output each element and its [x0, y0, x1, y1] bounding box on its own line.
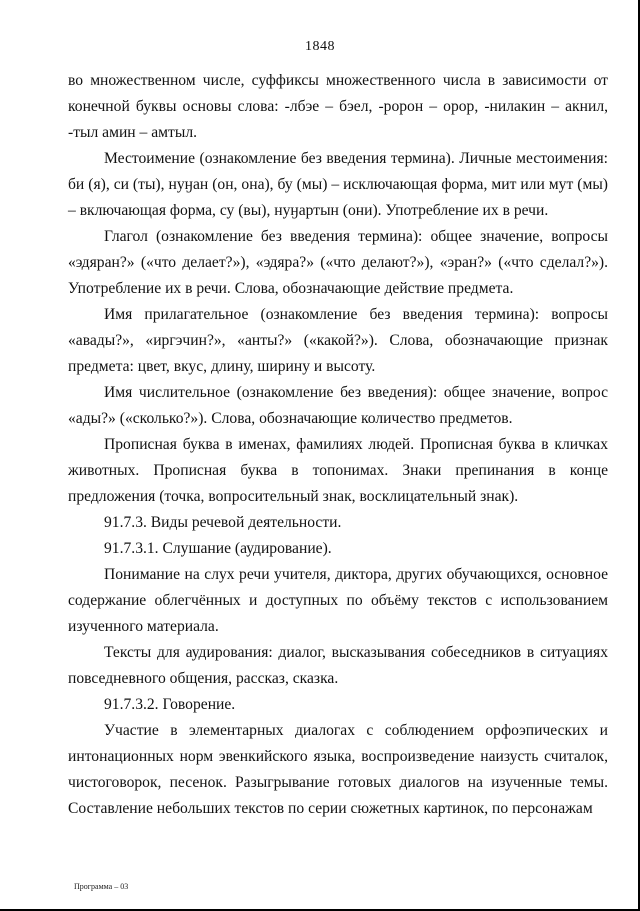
paragraph-numeral: Имя числительное (ознакомление без введения): общее значение, вопрос «ады?» («сколько?»). Слова, обозначающие количество предметов. — [68, 384, 608, 427]
paragraph-listening-comprehension: Понимание на слух речи учителя, диктора, других обучающихся, основное содержание облегчённых и доступных по объёму текстов с использованием изученного материала. — [68, 566, 608, 635]
body-text — [68, 68, 608, 822]
section-heading-speech-activity: 91.7.3. Виды речевой деятельности. — [104, 514, 342, 531]
paragraph-speaking: Участие в элементарных диалогах с соблюдением орфоэпических и интонационных норм эвенкийского языка, воспроизведение наизусть считалок, чистоговорок, песенок. Разыгрывание готовых диалогов на изученные темы. Составление небольших текстов по серии сюжетных картинок, по персонажам — [68, 722, 608, 817]
paragraph-verb: Глагол (ознакомление без введения термина): общее значение, вопросы «эдяран?» («что делает?»), «эдяра?» («что делают?»), «эран?» («что сделал?»). Употребление их в речи. Слова, обозначающие действие предмета. — [68, 228, 608, 297]
paragraph-listening-texts: Тексты для аудирования: диалог, высказывания собеседников в ситуациях повседневного общения, рассказ, сказка. — [68, 644, 608, 687]
page-footer: Программа – 03 — [74, 882, 129, 891]
page-number: 1848 — [305, 39, 335, 54]
paragraph-continuation: во множественном числе, суффиксы множественного числа в зависимости от конечной буквы основы слова: -лбэе – бэел, -ророн – орор, -нилакин – акнил, -тыл амин – амтыл. — [68, 72, 608, 141]
section-heading-speaking: 91.7.3.2. Говорение. — [104, 696, 236, 713]
section-heading-listening: 91.7.3.1. Слушание (аудирование). — [104, 540, 332, 557]
paragraph-pronoun: Местоимение (ознакомление без введения термина). Личные местоимения: би (я), си (ты), нуӈан (он, она), бу (мы) – исключающая форма, мит или мут (мы) – включающая форма, су (вы), нуӈартын (они). Употребление их в речи. — [68, 150, 608, 219]
paragraph-adjective: Имя прилагательное (ознакомление без введения термина): вопросы «авады?», «иргэчин?», «анты?» («какой?»). Слова, обозначающие признак предмета: цвет, вкус, длину, ширину и высоту. — [68, 306, 608, 375]
paragraph-capital-letters: Прописная буква в именах, фамилиях людей. Прописная буква в кличках животных. Прописная буква в топонимах. Знаки препинания в конце предложения (точка, вопросительный знак, восклицательный знак). — [68, 436, 608, 505]
